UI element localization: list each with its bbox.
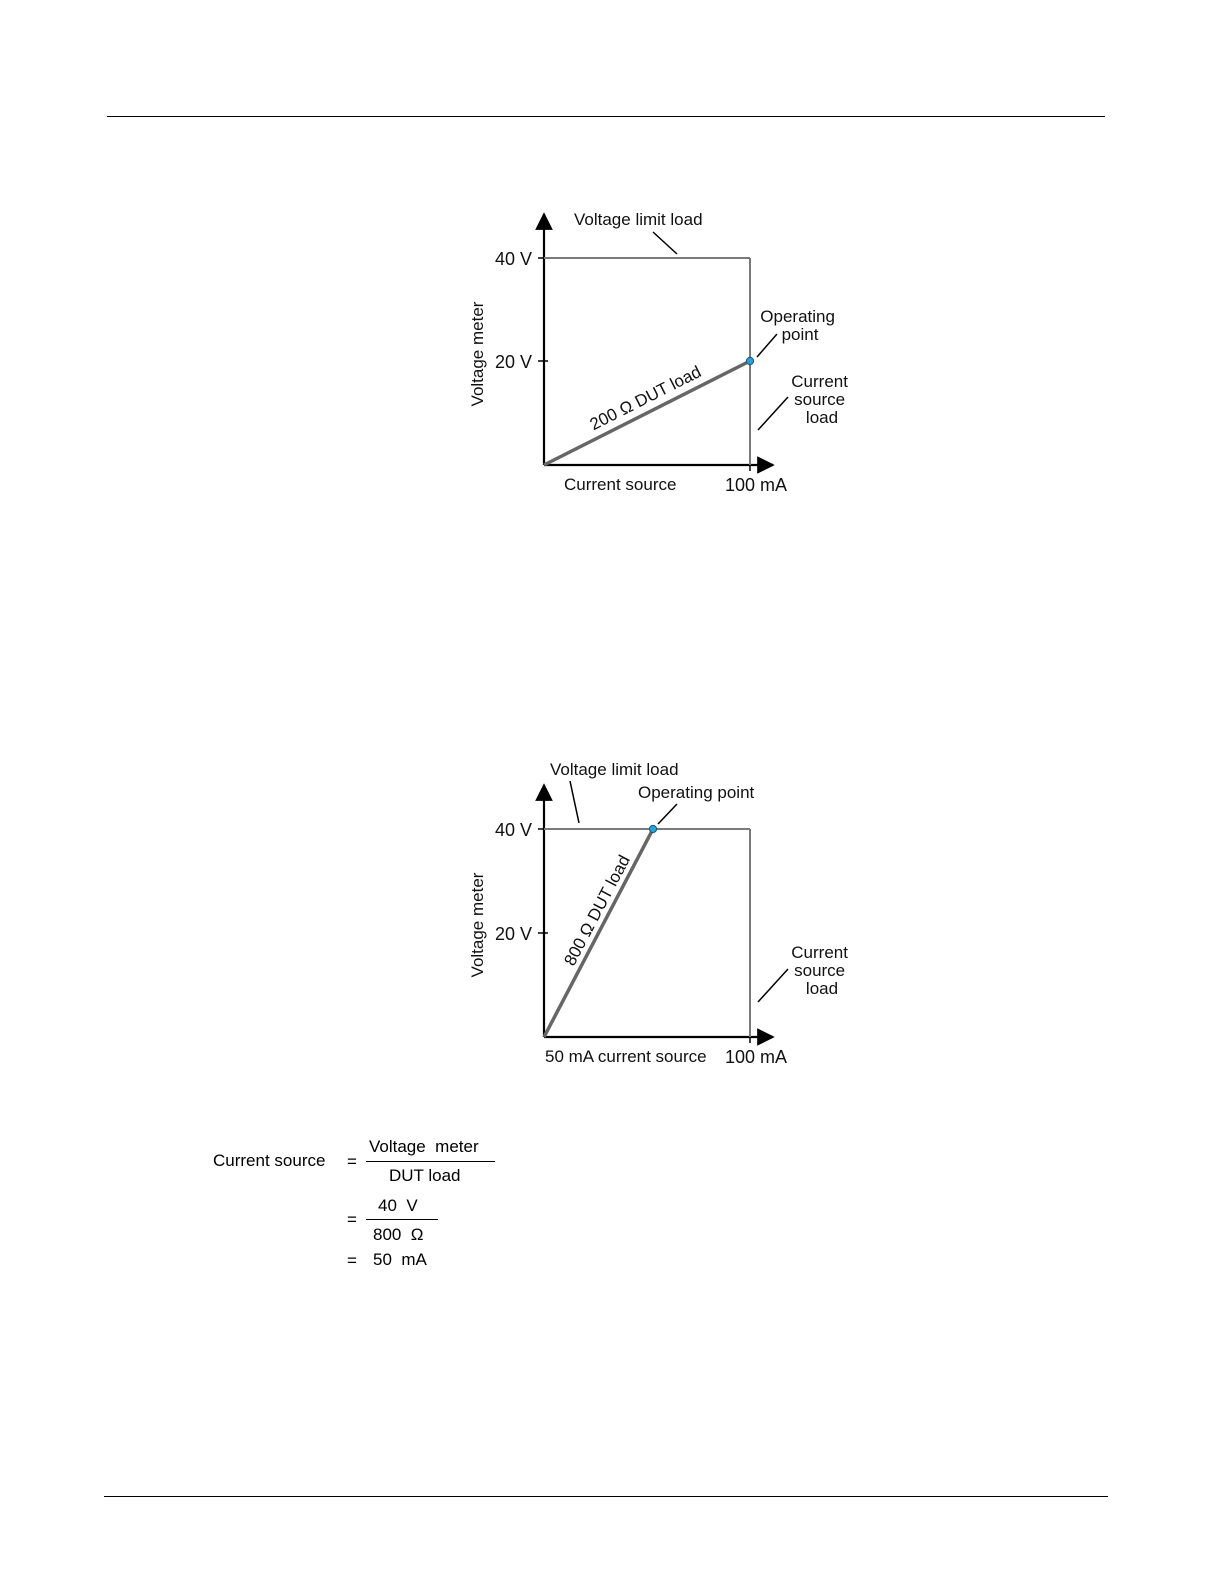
y-tick-label-40: 40 V <box>495 249 533 269</box>
equation-lhs: Current source <box>213 1151 326 1170</box>
dut-load-label: 800 Ω DUT load <box>560 852 634 969</box>
footer-rule <box>104 1496 1108 1497</box>
dut-load-label: 200 Ω DUT load <box>586 362 705 435</box>
y-axis-label: Voltage meter <box>468 301 487 407</box>
voltage-limit-leader <box>570 781 579 823</box>
dut-load-line <box>544 361 750 465</box>
y-axis-label: Voltage meter <box>468 872 487 978</box>
operating-point-marker <box>649 825 656 832</box>
figure-2-load-line-diagram <box>0 540 1224 1100</box>
current-source-load-label: Current source load <box>791 372 848 427</box>
operating-point-label: Operating point <box>638 783 755 802</box>
figure-1-load-line-diagram <box>0 0 1224 540</box>
operating-point-label: Operating point <box>760 307 835 344</box>
fraction-bar-1 <box>366 1161 495 1162</box>
voltage-limit-label: Voltage limit load <box>550 760 679 779</box>
x-tick-label-100: 100 mA <box>725 475 788 495</box>
equation-result: 50 mA <box>373 1250 427 1269</box>
dut-load-line <box>544 829 653 1037</box>
x-axis-label: 50 mA current source <box>545 1047 707 1066</box>
equation-numerator-1: Voltage meter <box>369 1137 479 1156</box>
equation-denominator-2: 800 Ω <box>373 1225 424 1244</box>
x-tick-label-100: 100 mA <box>725 1047 788 1067</box>
fraction-bar-2 <box>366 1219 438 1220</box>
y-tick-label-40: 40 V <box>495 820 533 840</box>
y-tick-label-20: 20 V <box>495 924 533 944</box>
voltage-limit-leader <box>653 232 677 254</box>
operating-point-leader <box>658 804 677 824</box>
equation-equals-3: = <box>347 1251 357 1270</box>
operating-point-marker <box>746 357 753 364</box>
current-source-leader <box>758 969 788 1002</box>
equation-equals-1: = <box>347 1152 357 1171</box>
voltage-limit-label: Voltage limit load <box>574 210 703 229</box>
equation-numerator-2: 40 V <box>378 1196 418 1215</box>
current-source-leader <box>758 397 788 430</box>
current-source-load-label: Current source load <box>791 943 848 998</box>
equation-equals-2: = <box>347 1210 357 1229</box>
x-axis-label: Current source <box>564 475 677 494</box>
y-tick-label-20: 20 V <box>495 352 533 372</box>
operating-point-leader <box>757 334 777 357</box>
equation-denominator-1: DUT load <box>389 1166 461 1185</box>
